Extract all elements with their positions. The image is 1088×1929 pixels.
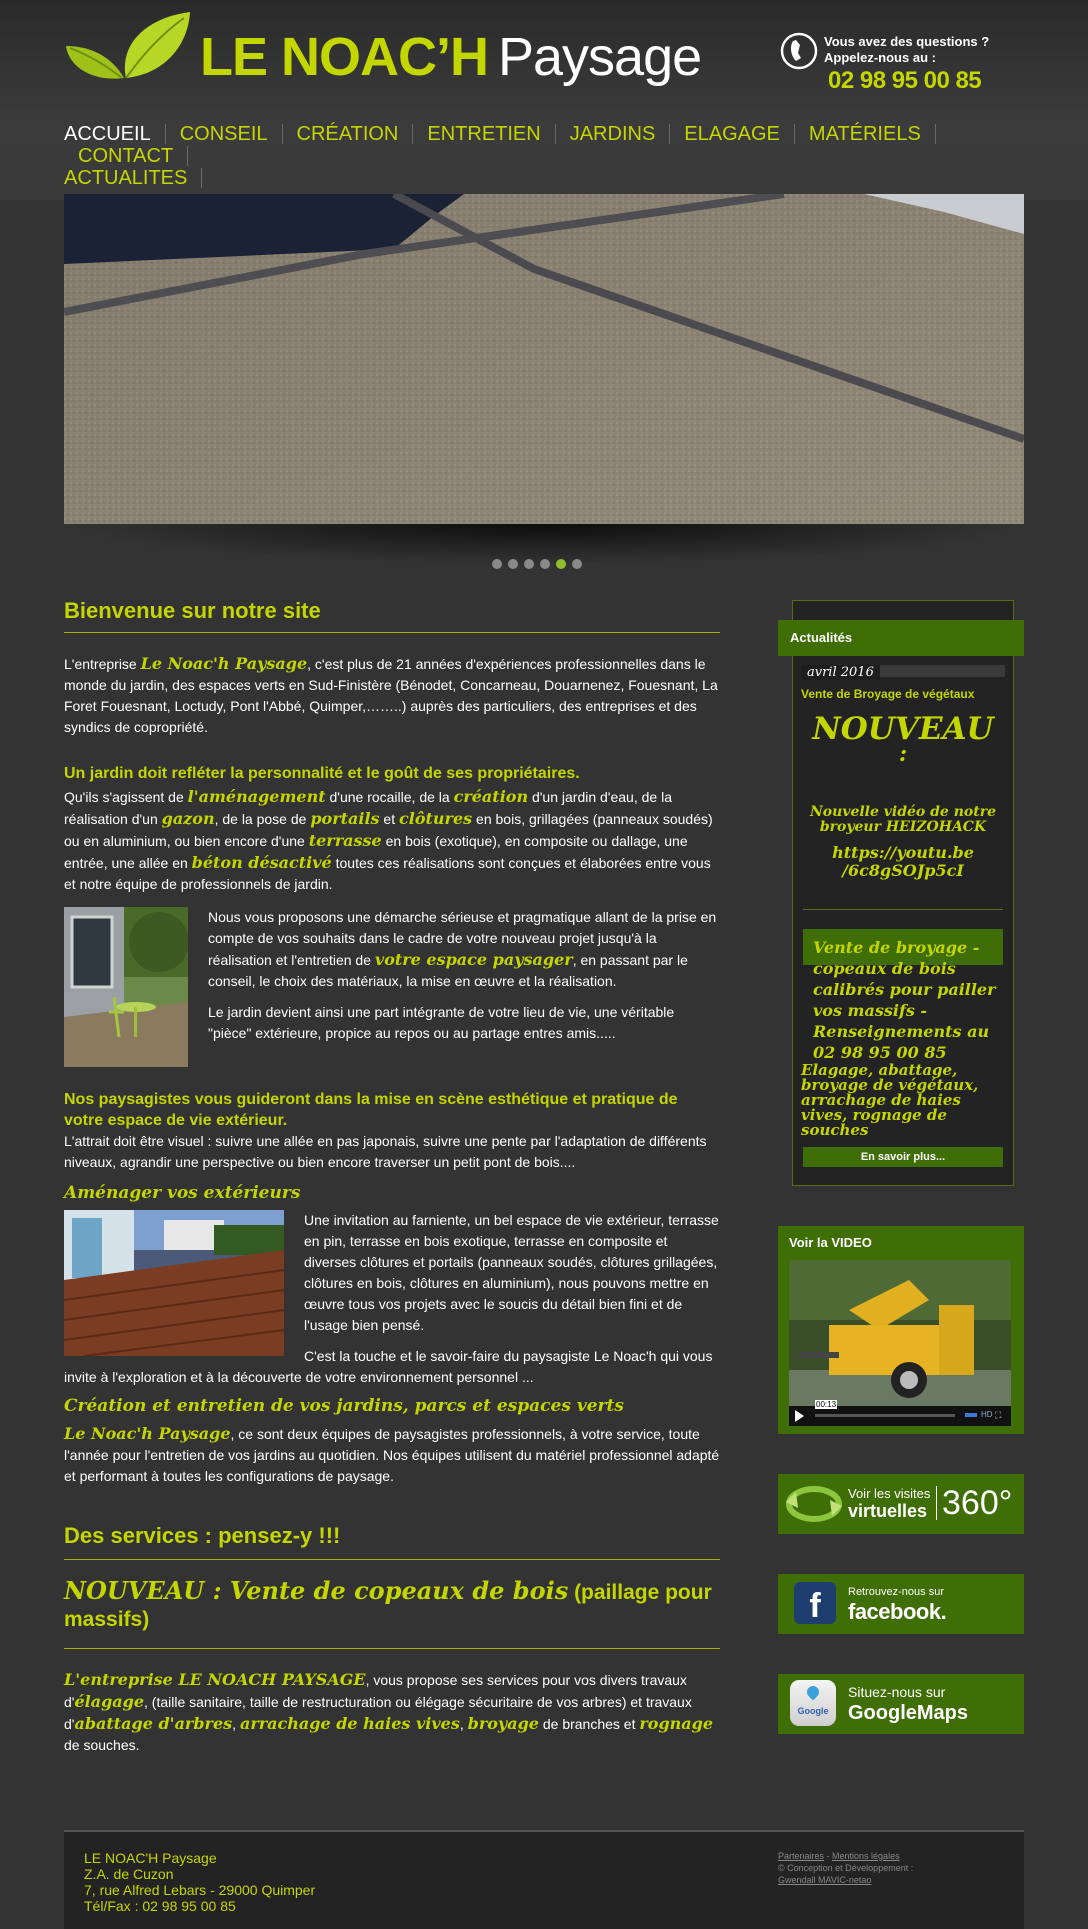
fullscreen-icon[interactable]: ⛶ [995,1410,1002,1420]
news-elagage-text: Elagage, abattage, broyage de végétaux, arrachage de haies vives, rognage de souches [801,1061,979,1139]
keyword: béton désactivé [191,853,332,872]
heading-creation: Création et entretien de vos jardins, parcs et espaces verts [64,1396,624,1416]
fb-line2: facebook. [848,1599,947,1624]
news-date: avril 2016 [801,665,880,680]
text: en bois (exotique), en composite ou dallage, une entrée, une allée en [64,833,688,871]
text: Qu'ils s'agissent de [64,789,188,805]
news-header [778,620,1024,656]
link-separator: - [824,1851,833,1861]
slider-dots [492,556,588,574]
keyword: création [453,787,529,806]
credits-text: © Conception et Développement : [778,1863,914,1873]
slider-dot-4[interactable] [540,559,550,569]
news-video-text: Nouvelle vidéo de notre broyeur HEIZOHACK [810,804,996,835]
text: L'entreprise [64,656,141,672]
video-controls [789,1400,1011,1426]
keyword: abattage d'arbres [74,1714,233,1733]
footer-tel: Tél/Fax : 02 98 95 00 85 [84,1898,236,1914]
heading-amenager: Aménager vos extérieurs [64,1183,301,1203]
news-colon: : [898,741,908,767]
keyword: broyage [467,1714,539,1733]
text: , (taille sanitaire, taille de restructuration ou élégage sécuritaire de vos arbres) et travaux d' [64,1694,692,1732]
slider-dot-5[interactable] [556,559,566,569]
footer-links [778,1850,913,1886]
visits-line1: Voir les visites [848,1486,931,1501]
footer-name: LE NOAC'H Paysage [84,1850,217,1866]
hero-slider[interactable] [64,194,1024,524]
main-content [64,600,720,1756]
text: Nous vous proposons une démarche sérieuse et pragmatique allant de la prise en compte de vos souhaits dans le cadre de votre nouveau projet jusqu'à la réalisation et l'entretien de [208,909,717,968]
nav-entretien[interactable]: ENTRETIEN [413,124,555,144]
nouveau-title: NOUVEAU : Vente de copeaux de bois [64,1576,569,1605]
gm-line1: Situez-nous sur [848,1684,946,1700]
author-link[interactable]: Gwendall MAVIC-netao [778,1875,872,1885]
text: , [232,1716,240,1732]
main-nav [64,124,964,190]
video-player[interactable] [789,1260,1011,1426]
brand-name: Le Noac'h Paysage [64,1424,231,1443]
news-box [792,600,1014,1186]
video-time: 00:13 [816,1400,837,1409]
footer-address [84,1850,315,1914]
text: , vous propose ses services pour vos divers travaux d' [64,1672,687,1710]
keyword: votre espace paysager [374,950,573,969]
visits-line2: virtuelles [848,1501,928,1521]
services-paragraph [64,786,720,895]
header-phone-number[interactable]: 02 98 95 00 85 [828,67,982,94]
text: , de la pose de [214,811,311,827]
subheading-personnalite: Un jardin doit refléter la personnalité et le goût de ses propriétaires. [64,765,580,782]
garden-chair-image [64,907,188,1067]
site-footer [64,1830,1024,1929]
text: , en passant par le conseil, le choix des matériaux, la mise en œuvre et la réalisation. [208,952,688,989]
terrace-image [64,1210,284,1356]
phone-icon [780,31,818,71]
virtual-visits-banner[interactable] [778,1474,1024,1534]
keyword: l'aménagement [187,787,326,806]
brand-name: L'entreprise LE NOACH PAYSAGE [64,1670,366,1689]
googlemaps-icon [790,1680,836,1726]
keyword: terrasse [308,831,382,850]
partners-link[interactable]: Partenaires [778,1851,825,1861]
text: d'une rocaille, de la [325,789,454,805]
keyword: élagage [74,1692,145,1711]
invitation-paragraph: Une invitation au farniente, un bel espace de vie extérieur, terrasse en pin, terrasse en bois exotique, terrasse en composite et diverses clôtures et portails (panneaux soudés, clôtures grillagées, clôtures en bois, clôtures en aluminium), nous pouvons mettre en œuvre tous vos projets avec le soucis du détail bien fini et de l'usage bien pensé. [304,1212,719,1333]
text: et [379,811,400,827]
terrace-block [64,1210,720,1388]
video-title: Voir la VIDEO [789,1235,872,1250]
nav-materiels[interactable]: MATÉRIELS [795,124,936,144]
divider [64,1648,720,1649]
keyword: rognage [639,1714,714,1733]
phone-question [824,34,989,66]
welcome-title: Bienvenue sur notre site [64,598,321,623]
gm-line2: GoogleMaps [848,1702,969,1724]
visits-divider [936,1486,937,1520]
text: , ce sont deux équipes de paysagistes professionnels, à votre service, toute l'année pour l'entretien de vos jardins au quotidien. Nos équipes utilisent du matériel professionnel adapté et performant à toutes les configurations de paysage. [64,1426,720,1484]
nav-conseil[interactable]: CONSEIL [166,124,283,144]
keyword: clôtures [399,809,473,828]
fb-line1: Retrouvez-nous sur [848,1586,944,1598]
slider-dot-2[interactable] [508,559,518,569]
divider [64,1559,720,1560]
news-youtube-link[interactable]: https://youtu.be /6c8gSOJp5cI [832,843,974,880]
text: toutes ces réalisations sont conçues et élaborées entre vous et notre équipe de professionnels de jardin. [64,855,711,892]
logo-suffix: Paysage [498,27,702,87]
news-title: Actualités [790,630,853,645]
news-heading[interactable]: Vente de Broyage de végétaux [801,687,975,701]
attrait-paragraph: L'attrait doit être visuel : suivre une allée en pas japonais, suivre une pente par l'adaptation de différents niveaux, agrandir une perspective ou bien encore traverser un petit pont de bois.... [64,1133,707,1170]
touch-paragraph: C'est la touche et le savoir-faire du paysagiste Le Noac'h qui vous invite à l'exploration et à la découverte de votre environnement personnel ... [64,1348,713,1385]
nav-actualites[interactable]: ACTUALITES [64,168,202,188]
footer-za: Z.A. de Cuzon [84,1866,174,1882]
call-us-text: Appelez-nous au : [824,50,936,65]
visits-360: 360° [942,1484,1013,1522]
hd-icon[interactable]: HD [981,1410,993,1419]
nav-creation[interactable]: CRÉATION [283,124,414,144]
keyword: gazon [161,809,215,828]
site-header [0,0,1088,200]
volume-icon[interactable] [965,1413,977,1417]
keyword: portails [310,809,380,828]
nav-accueil[interactable]: ACCUEIL [64,124,166,144]
keyword: arrachage de haies vives [239,1714,460,1733]
googlemaps-banner[interactable] [778,1674,1024,1734]
elagage-paragraph [64,1669,720,1756]
slider-dot-6[interactable] [572,559,582,569]
slider-dot-1[interactable] [492,559,502,569]
play-icon[interactable] [795,1410,804,1422]
slider-image [64,194,1024,524]
nav-elagage[interactable]: ELAGAGE [670,124,795,144]
text: de branches et [538,1716,640,1732]
text: , [459,1716,468,1732]
living-space-paragraph: Le jardin devient ainsi une part intégrante de votre lieu de vie, une véritable "pièce" extérieure, propice au repos ou au partage entres amis..... [208,1004,675,1041]
facebook-banner[interactable] [778,1574,1024,1634]
teams-paragraph [64,1423,720,1487]
questions-text: Vous avez des questions ? [824,34,990,49]
services-title: Des services : pensez-y !!! [64,1523,341,1548]
text: d'un jardin d'eau, de la réalisation d'un [64,789,672,827]
nav-contact[interactable]: CONTACT [64,146,188,166]
rotate-arrows-icon [786,1484,842,1524]
subheading-guide: Nos paysagistes vous guideront dans la mise en scène esthétique et pratique de votre espace de vie extérieur. [64,1091,678,1129]
garden-block [64,907,720,1067]
legal-link[interactable]: Mentions légales [832,1851,900,1861]
slider-dot-3[interactable] [524,559,534,569]
divider [64,632,720,633]
news-more-button[interactable]: En savoir plus... [803,1147,1003,1167]
news-vente-text: Vente de broyage - copeaux de bois calibrés pour pailler vos massifs - Renseignements au 02 98 95 00 85 [813,938,996,1062]
news-divider [803,909,1003,910]
leaf-logo-icon[interactable] [64,6,194,86]
nouveau-subtitle: (paillage pour massifs) [64,1581,712,1631]
video-progress-track[interactable] [815,1414,955,1417]
logo-brand: LE NOAC’H [200,27,488,87]
nouveau-heading [64,1578,720,1634]
facebook-icon: f [794,1582,836,1624]
map-pin-icon [805,1684,822,1701]
site-logo-text[interactable] [200,26,701,88]
intro-paragraph [64,653,720,738]
google-wordmark: Google [797,1706,829,1716]
footer-street: 7, rue Alfred Lebars - 29000 Quimper [84,1882,316,1898]
nav-jardins[interactable]: JARDINS [556,124,671,144]
video-box [778,1226,1024,1434]
text: , c'est plus de 21 années d'expériences professionnelles dans le monde du jardin, des espaces verts en Sud-Finistère (Bénodet, Concarneau, Douarnenez, Fouesnant, La Foret Fouesnant, Loctudy, Pont l'Abbé, Quimper,……..) auprès des particuliers, des entreprises et des syndics de copropriété. [64,656,718,735]
brand-name: Le Noac'h Paysage [140,654,308,673]
text: en bois, grillagées (panneaux soudés) ou en aluminium, ou bien encore d'une [64,811,713,849]
news-nouveau: NOUVEAU [812,711,994,747]
text: de souches. [64,1737,140,1753]
